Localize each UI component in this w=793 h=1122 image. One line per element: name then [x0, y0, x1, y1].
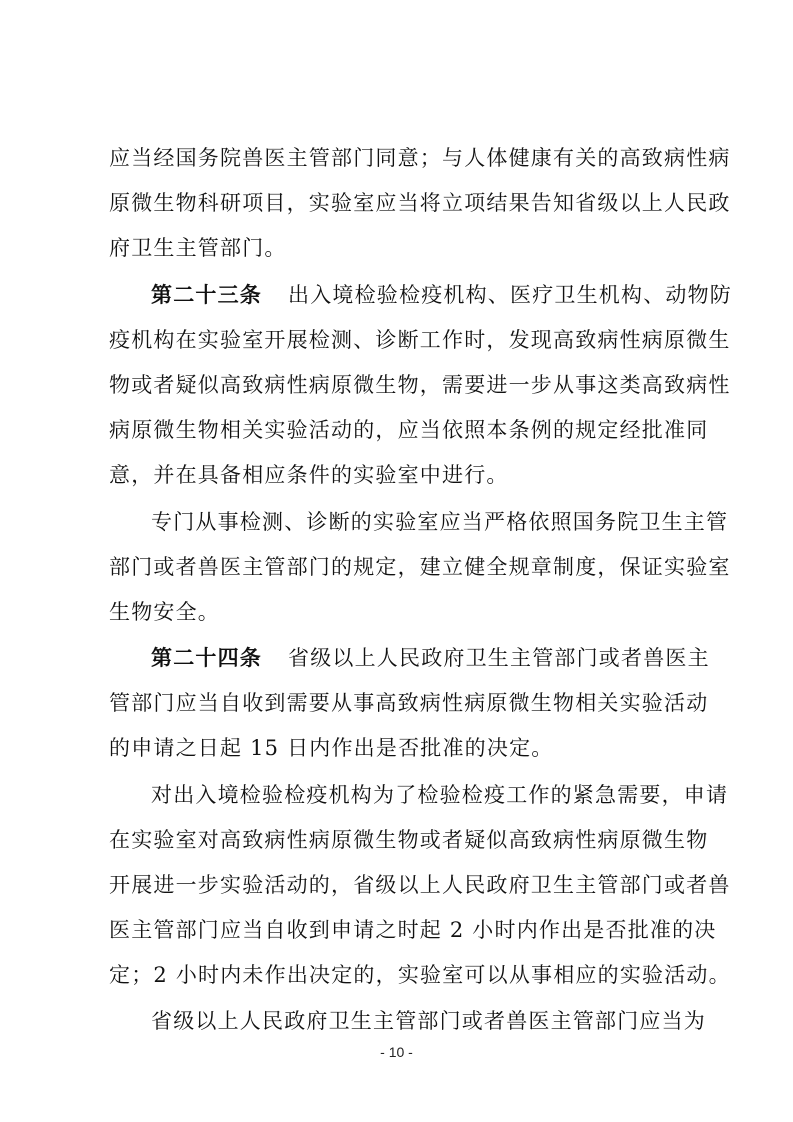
text-line [109, 140, 731, 176]
line-text: 管部门应当自收到需要从事高致病性病原微生物相关实验活动 [109, 691, 709, 715]
article-heading: 第二十三条 [151, 282, 262, 307]
line-text: 病原微生物相关实验活动的，应当依照本条例的规定经批准同 [109, 418, 709, 442]
line-text: 医主管部门应当自收到申请之时起 2 小时内作出是否批准的决 [109, 918, 717, 942]
line-text: 的申请之日起 15 日内作出是否批准的决定。 [109, 736, 554, 760]
text-line [109, 412, 709, 448]
line-text: 部门或者兽医主管部门的规定，建立健全规章制度，保证实验室 [109, 555, 731, 579]
line-text: 出入境检验检疫机构、医疗卫生机构、动物防 [288, 283, 732, 307]
text-line [109, 730, 689, 766]
line-text: 物或者疑似高致病性病原微生物，需要进一步从事这类高致病性 [109, 373, 731, 397]
text-line [109, 549, 731, 585]
line-text: 对出入境检验检疫机构为了检验检疫工作的紧急需要，申请 [151, 783, 729, 807]
line-text: 定；2 小时内未作出决定的，实验室可以从事相应的实验活动。 [109, 963, 731, 987]
line-text: 在实验室对高致病性病原微生物或者疑似高致病性病原微生物 [109, 828, 709, 852]
text-line [109, 867, 731, 903]
line-text: 开展进一步实验活动的，省级以上人民政府卫生主管部门或者兽 [109, 873, 731, 897]
text-line [151, 1003, 706, 1039]
line-text: 意，并在具备相应条件的实验室中进行。 [109, 463, 509, 487]
text-line [151, 504, 729, 540]
text-line [151, 777, 729, 813]
article-24-first-line [151, 640, 710, 676]
text-line [109, 822, 709, 858]
line-text: 生物安全。 [109, 600, 220, 624]
article-heading: 第二十四条 [151, 645, 262, 670]
text-line [109, 594, 689, 630]
line-text: 省级以上人民政府卫生主管部门或者兽医主 [288, 646, 710, 670]
text-line [109, 457, 689, 493]
line-text: 原微生物科研项目，实验室应当将立项结果告知省级以上人民政 [109, 191, 731, 215]
page-number: - 10 - [380, 1044, 413, 1060]
line-text: 省级以上人民政府卫生主管部门或者兽医主管部门应当为 [151, 1009, 706, 1033]
line-text: 府卫生主管部门。 [109, 236, 287, 260]
text-line [109, 185, 731, 221]
text-line [109, 230, 689, 266]
text-line [109, 367, 731, 403]
line-text: 专门从事检测、诊断的实验室应当严格依照国务院卫生主管 [151, 510, 729, 534]
text-line [109, 322, 731, 358]
text-line [109, 957, 731, 993]
text-line [109, 912, 717, 948]
line-text: 疫机构在实验室开展检测、诊断工作时，发现高致病性病原微生 [109, 328, 731, 352]
article-23-first-line [151, 277, 732, 313]
line-text: 应当经国务院兽医主管部门同意；与人体健康有关的高致病性病 [109, 146, 731, 170]
text-line [109, 685, 709, 721]
